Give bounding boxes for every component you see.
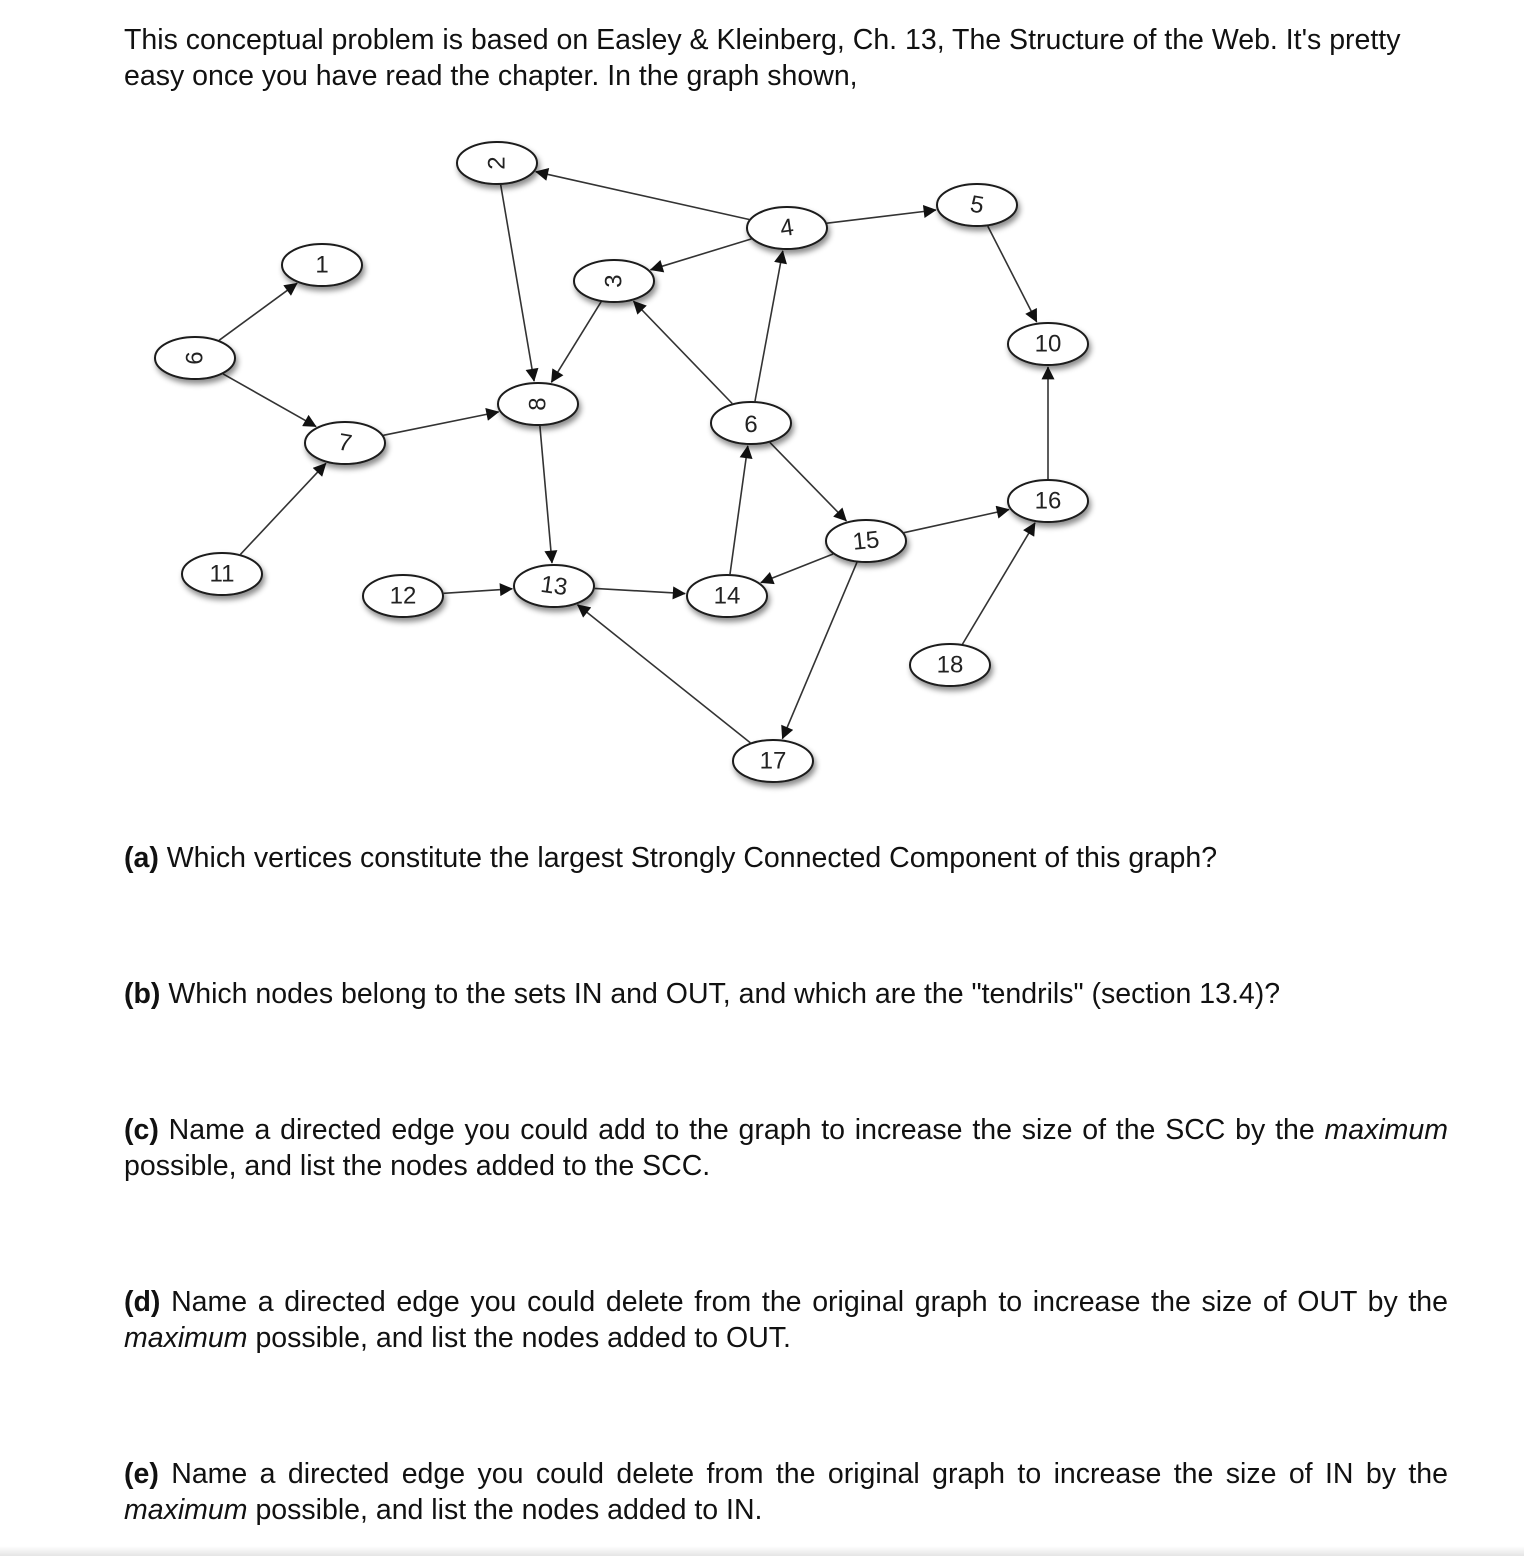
question-e-label: (e) <box>124 1458 159 1490</box>
edge-4-to-2 <box>536 172 750 220</box>
question-a-text: Which vertices constitute the largest Strongly Connected Component of this graph? <box>166 842 1218 874</box>
graph-node-3 <box>574 260 654 302</box>
edge-4-to-3 <box>651 239 752 270</box>
edge-15-to-17 <box>782 562 857 738</box>
node-15-label: 15 <box>851 526 881 556</box>
graph-node-9 <box>711 402 791 444</box>
node-12-label: 12 <box>389 582 417 610</box>
edge-17-to-13 <box>578 605 751 743</box>
edge-13-to-14 <box>595 588 685 593</box>
edge-2-to-8 <box>501 185 534 381</box>
graph-node-5 <box>937 184 1017 226</box>
node-6-label: 6 <box>181 351 209 365</box>
edge-6-to-7 <box>223 374 316 427</box>
question-e <box>124 1456 1448 1528</box>
graph-node-8 <box>498 383 578 425</box>
question-c-text-before: Name a directed edge you could add to the graph to increase the size of the SCC by the <box>168 1114 1315 1146</box>
question-b-label: (b) <box>124 978 161 1010</box>
edge-12-to-13 <box>444 589 513 594</box>
graph-node-1 <box>282 244 362 286</box>
question-b-text: Which nodes belong to the sets IN and OUT, and which are the "tendrils" (section 13.4)? <box>168 978 1281 1010</box>
graph-node-4 <box>747 207 827 249</box>
question-d-label: (d) <box>124 1286 161 1318</box>
graph-node-11 <box>182 553 262 595</box>
edge-18-to-16 <box>963 523 1036 644</box>
graph-node-16 <box>1008 480 1088 522</box>
node-9-label: 9 <box>744 409 758 437</box>
node-14-label: 14 <box>713 582 741 610</box>
graph-node-12 <box>363 575 443 617</box>
graph-node-17 <box>733 740 813 782</box>
question-d-emphasis: maximum <box>124 1322 248 1354</box>
edge-9-to-4 <box>755 251 783 401</box>
edge-11-to-7 <box>240 463 326 554</box>
graph-node-7 <box>305 422 385 464</box>
question-d-text-after: possible, and list the nodes added to OUT. <box>255 1322 791 1354</box>
question-c-text-after: possible, and list the nodes added to the SCC. <box>124 1150 711 1182</box>
question-a-label: (a) <box>124 842 159 874</box>
node-layer <box>155 142 1088 782</box>
question-e-emphasis: maximum <box>124 1494 248 1526</box>
edge-5-to-10 <box>988 226 1037 322</box>
question-c <box>124 1112 1448 1184</box>
edge-8-to-13 <box>540 426 552 563</box>
node-3-label: 3 <box>600 274 628 288</box>
edge-14-to-9 <box>730 446 748 574</box>
graph-node-13 <box>514 565 594 607</box>
question-b <box>124 976 1448 1012</box>
edge-3-to-8 <box>551 302 601 383</box>
question-a <box>124 840 1448 876</box>
node-5-label: 5 <box>968 190 986 220</box>
edge-7-to-8 <box>383 412 498 435</box>
edge-15-to-16 <box>904 510 1009 533</box>
node-8-label: 8 <box>524 397 552 411</box>
node-16-label: 16 <box>1034 487 1062 515</box>
node-7-label: 7 <box>336 428 354 458</box>
edge-9-to-3 <box>634 301 733 403</box>
question-c-emphasis: maximum <box>1324 1114 1449 1146</box>
node-4-label: 4 <box>778 213 796 243</box>
edge-4-to-5 <box>827 210 936 223</box>
question-e-text-after: possible, and list the nodes added to IN. <box>255 1494 763 1526</box>
graph-node-15 <box>826 520 906 562</box>
edge-6-to-1 <box>219 283 297 340</box>
node-13-label: 13 <box>538 570 570 602</box>
intro-text: This conceptual problem is based on Easley & Kleinberg, Ch. 13, The Structure of the Web. It's pretty easy once you have read the chapter. In the graph shown, <box>124 24 1401 92</box>
node-10-label: 10 <box>1034 330 1062 358</box>
node-17-label: 17 <box>759 747 787 775</box>
node-11-label: 11 <box>209 560 235 588</box>
graph-node-10 <box>1008 323 1088 365</box>
graph-node-14 <box>687 575 767 617</box>
edge-9-to-15 <box>770 442 847 521</box>
graph-node-2 <box>457 142 537 184</box>
node-2-label: 2 <box>483 156 511 170</box>
page-bottom-shadow <box>0 1546 1524 1556</box>
node-1-label: 1 <box>315 251 329 279</box>
graph-node-6 <box>155 337 235 379</box>
question-c-label: (c) <box>124 1114 159 1146</box>
node-18-label: 18 <box>936 651 964 679</box>
edge-15-to-14 <box>761 554 833 583</box>
question-d <box>124 1284 1448 1356</box>
question-d-text-before: Name a directed edge you could delete from the original graph to increase the size of OUT by the <box>171 1286 1448 1318</box>
graph-node-18 <box>910 644 990 686</box>
question-e-text-before: Name a directed edge you could delete from the original graph to increase the size of IN by the <box>171 1458 1449 1490</box>
